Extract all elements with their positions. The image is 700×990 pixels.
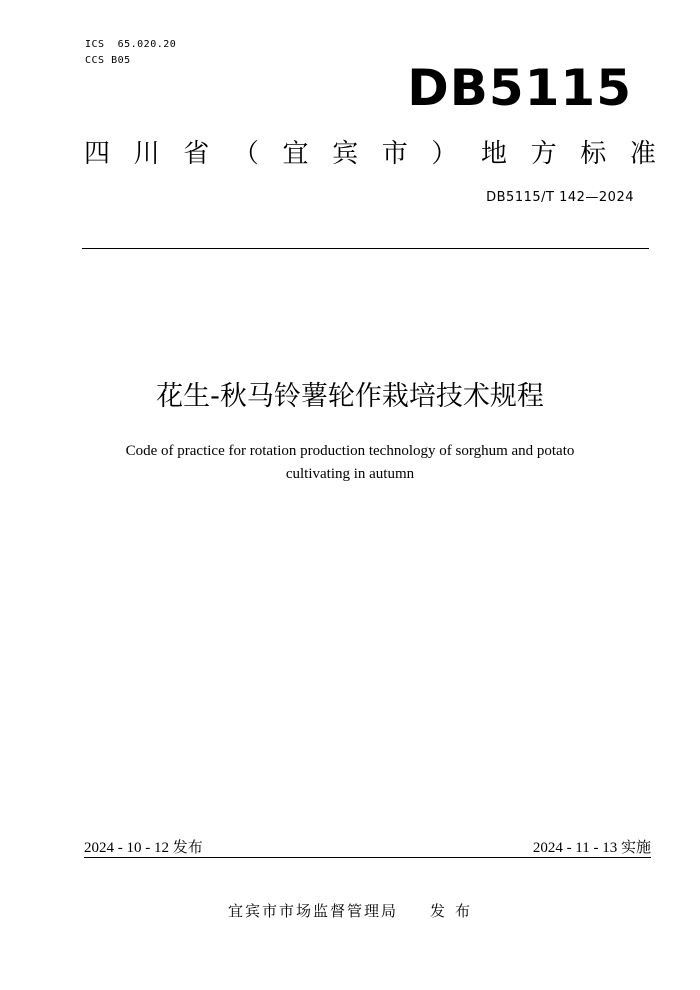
standard-number: DB5115/T 142—2024: [486, 190, 634, 205]
implementation-date: 2024 - 11 - 13 实施: [532, 840, 651, 856]
standard-level-char: 准: [629, 139, 656, 169]
publisher-name: 宜宾市市场监督管理局: [228, 902, 399, 920]
standard-level-char: 四: [84, 139, 111, 169]
ics-code: ICS 65.020.20: [85, 39, 177, 50]
classification-codes: [85, 37, 176, 69]
issue-date: 2024 - 10 - 12 发布: [84, 840, 203, 856]
ccs-code: CCS B05: [85, 55, 131, 66]
standard-level-char: 省: [183, 139, 210, 169]
standard-level-char: 宜: [282, 139, 309, 169]
document-title-english: [90, 440, 610, 486]
standard-level-char: 标: [580, 139, 607, 169]
english-title-line: cultivating in autumn: [285, 466, 415, 482]
standard-level-char: （: [232, 139, 259, 169]
standard-level-char: 川: [133, 139, 160, 169]
standard-level-char: 方: [530, 139, 557, 169]
standard-level-heading: [84, 137, 656, 171]
header-divider: [82, 248, 649, 249]
publish-action: 发布: [430, 902, 481, 920]
standard-level-char: ）: [431, 139, 458, 169]
english-title-line: Code of practice for rotation production technology of sorghum and potato: [125, 443, 575, 459]
publisher-line: [228, 900, 480, 922]
standard-level-char: 市: [381, 139, 408, 169]
db-logo: DB5115: [407, 59, 632, 117]
document-title-chinese: 花生-秋马铃薯轮作栽培技术规程: [156, 381, 544, 412]
standard-level-char: 地: [481, 139, 508, 169]
standard-level-char: 宾: [332, 139, 359, 169]
date-row: [84, 838, 651, 858]
footer-divider: [84, 857, 651, 858]
